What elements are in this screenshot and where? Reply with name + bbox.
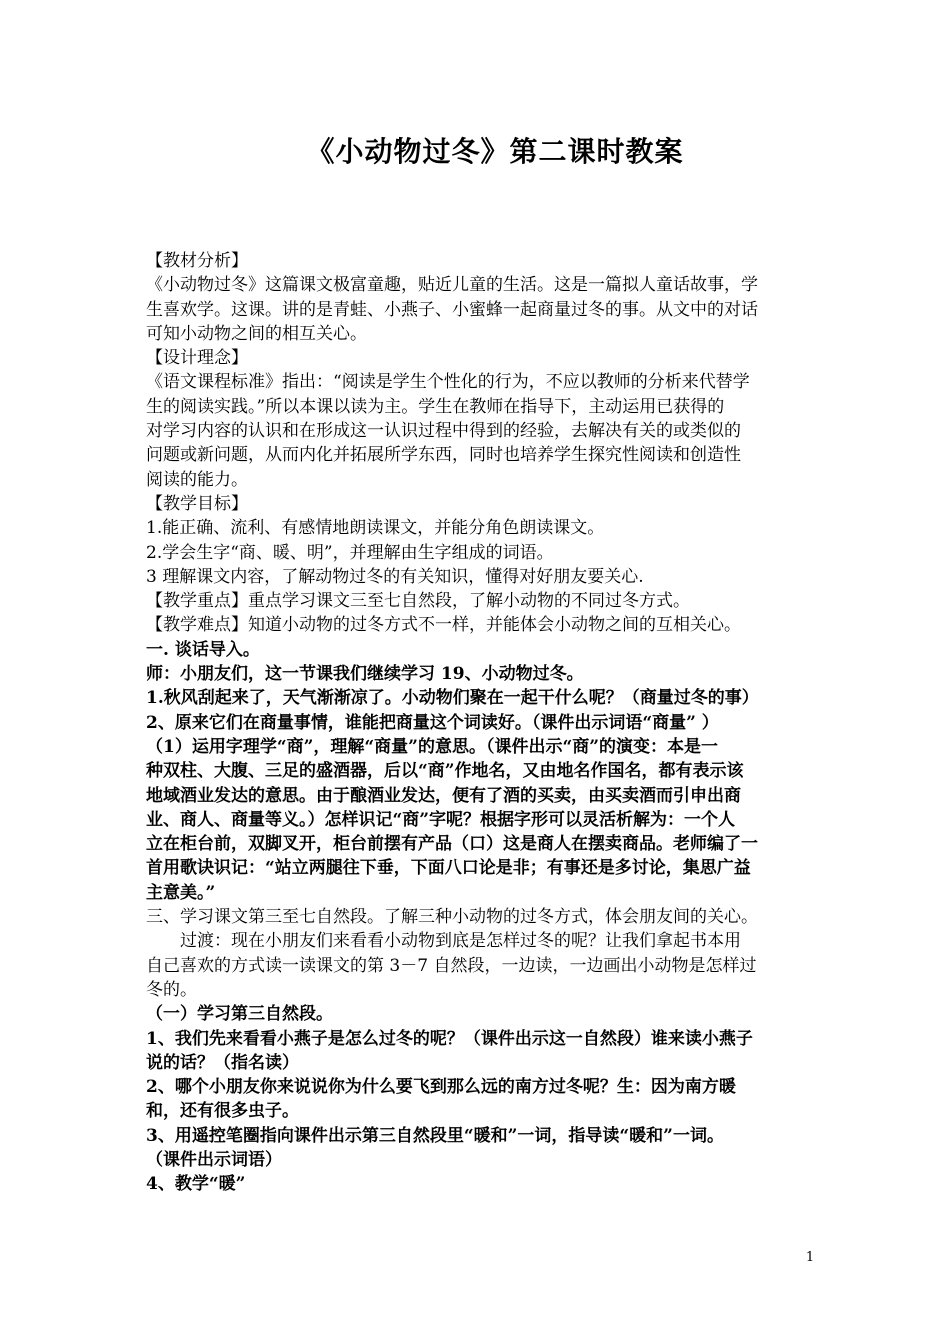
paragraph-line: 1、我们先来看看小燕子是怎么过冬的呢？（课件出示这一自然段）谁来读小燕子 <box>146 1028 753 1049</box>
paragraph-line: 可知小动物之间的相互关心。 <box>146 323 367 344</box>
paragraph-line: 和，还有很多虫子。 <box>146 1101 299 1122</box>
paragraph-line: 生喜欢学。这课。讲的是青蛙、小燕子、小蜜蜂一起商量过冬的事。从文中的对话 <box>146 299 758 320</box>
step-heading: 一. 谈话导入。 <box>146 639 260 660</box>
paragraph-line: 生的阅读实践。”所以本课以读为主。学生在教师在指导下，主动运用已获得的 <box>146 396 725 417</box>
document-title: 《小动物过冬》第二课时教案 <box>306 135 684 168</box>
goal-item: 2.学会生字“商、暖、明”，并理解由生字组成的词语。 <box>146 542 554 563</box>
goal-item: 3 理解课文内容，了解动物过冬的有关知识，懂得对好朋友要关心. <box>146 566 644 587</box>
paragraph-line: 3、用遥控笔圈指向课件出示第三自然段里“暖和”一词，指导读“暖和”一词。 <box>146 1125 724 1146</box>
document-body <box>146 249 812 1197</box>
paragraph-line: 自己喜欢的方式读一读课文的第 3－7 自然段，一边读，一边画出小动物是怎样过 <box>146 955 757 976</box>
paragraph-line: 首用歌诀识记：“站立两腿往下垂，下面八口论是非；有事还是多讨论，集思广益 <box>146 858 751 879</box>
paragraph-line: 地域酒业发达的意思。由于酿酒业发达，便有了酒的买卖，由买卖酒而引申出商 <box>146 785 741 806</box>
step-heading: 三、学习课文第三至七自然段。了解三种小动物的过冬方式，体会朋友间的关心。 <box>146 907 758 928</box>
paragraph-line: 师：小朋友们，这一节课我们继续学习 19、小动物过冬。 <box>146 664 584 685</box>
section-heading-teaching-goals: 【教学目标】 <box>146 493 248 514</box>
paragraph-line: 2、原来它们在商量事情，谁能把商量这个词读好。（课件出示词语“商量” ） <box>146 712 719 733</box>
teaching-focus: 【教学重点】重点学习课文三至七自然段，了解小动物的不同过冬方式。 <box>146 591 690 612</box>
paragraph-line: 种双柱、大腹、三足的盛酒器，后以“商”作地名，又由地名作国名，都有表示该 <box>146 761 744 782</box>
paragraph-line: 主意美。” <box>146 882 216 903</box>
paragraph-line: 业、商人、商量等义。）怎样识记“商”字呢？根据字形可以灵活析解为：一个人 <box>146 809 736 830</box>
paragraph-line: 《小动物过冬》这篇课文极富童趣，贴近儿童的生活。这是一篇拟人童话故事，学 <box>146 275 758 296</box>
paragraph-line: （课件出示词语） <box>146 1149 282 1170</box>
paragraph-line: （1）运用字理学“商”，理解“商量”的意思。（课件出示“商”的演变：本是一 <box>146 736 718 757</box>
paragraph-line: 1.秋风刮起来了，天气渐渐凉了。小动物们聚在一起干什么呢？（商量过冬的事） <box>146 688 759 709</box>
paragraph-line: 过渡：现在小朋友们来看看小动物到底是怎样过冬的呢？让我们拿起书本用 <box>180 931 741 952</box>
teaching-difficulty: 【教学难点】知道小动物的过冬方式不一样，并能体会小动物之间的互相关心。 <box>146 615 741 636</box>
paragraph-line: 《语文课程标准》指出：“阅读是学生个性化的行为，不应以教师的分析来代替学 <box>146 372 750 393</box>
paragraph-line: 说的话？（指名读） <box>146 1052 299 1073</box>
paragraph-line: 立在柜台前，双脚叉开，柜台前摆有产品（口）这是商人在摆卖商品。老师编了一 <box>146 834 758 855</box>
page-number: 1 <box>805 1250 815 1265</box>
goal-item: 1.能正确、流利、有感情地朗读课文，并能分角色朗读课文。 <box>146 518 605 539</box>
paragraph-line: 2、哪个小朋友你来说说你为什么要飞到那么远的南方过冬呢？生：因为南方暖 <box>146 1077 736 1098</box>
paragraph-line: 问题或新问题，从而内化并拓展所学东西，同时也培养学生探究性阅读和创造性 <box>146 445 741 466</box>
paragraph-line: 阅读的能力。 <box>146 469 248 490</box>
subsection-heading: （一）学习第三自然段。 <box>146 1004 333 1025</box>
paragraph-line: 对学习内容的认识和在形成这一认识过程中得到的经验，去解决有关的或类似的 <box>146 421 741 442</box>
section-heading-design-concept: 【设计理念】 <box>146 348 248 369</box>
section-heading-textbook-analysis: 【教材分析】 <box>146 251 248 271</box>
paragraph-line: 4、教学“暖” <box>146 1174 246 1195</box>
paragraph-line: 冬的。 <box>146 979 197 1000</box>
